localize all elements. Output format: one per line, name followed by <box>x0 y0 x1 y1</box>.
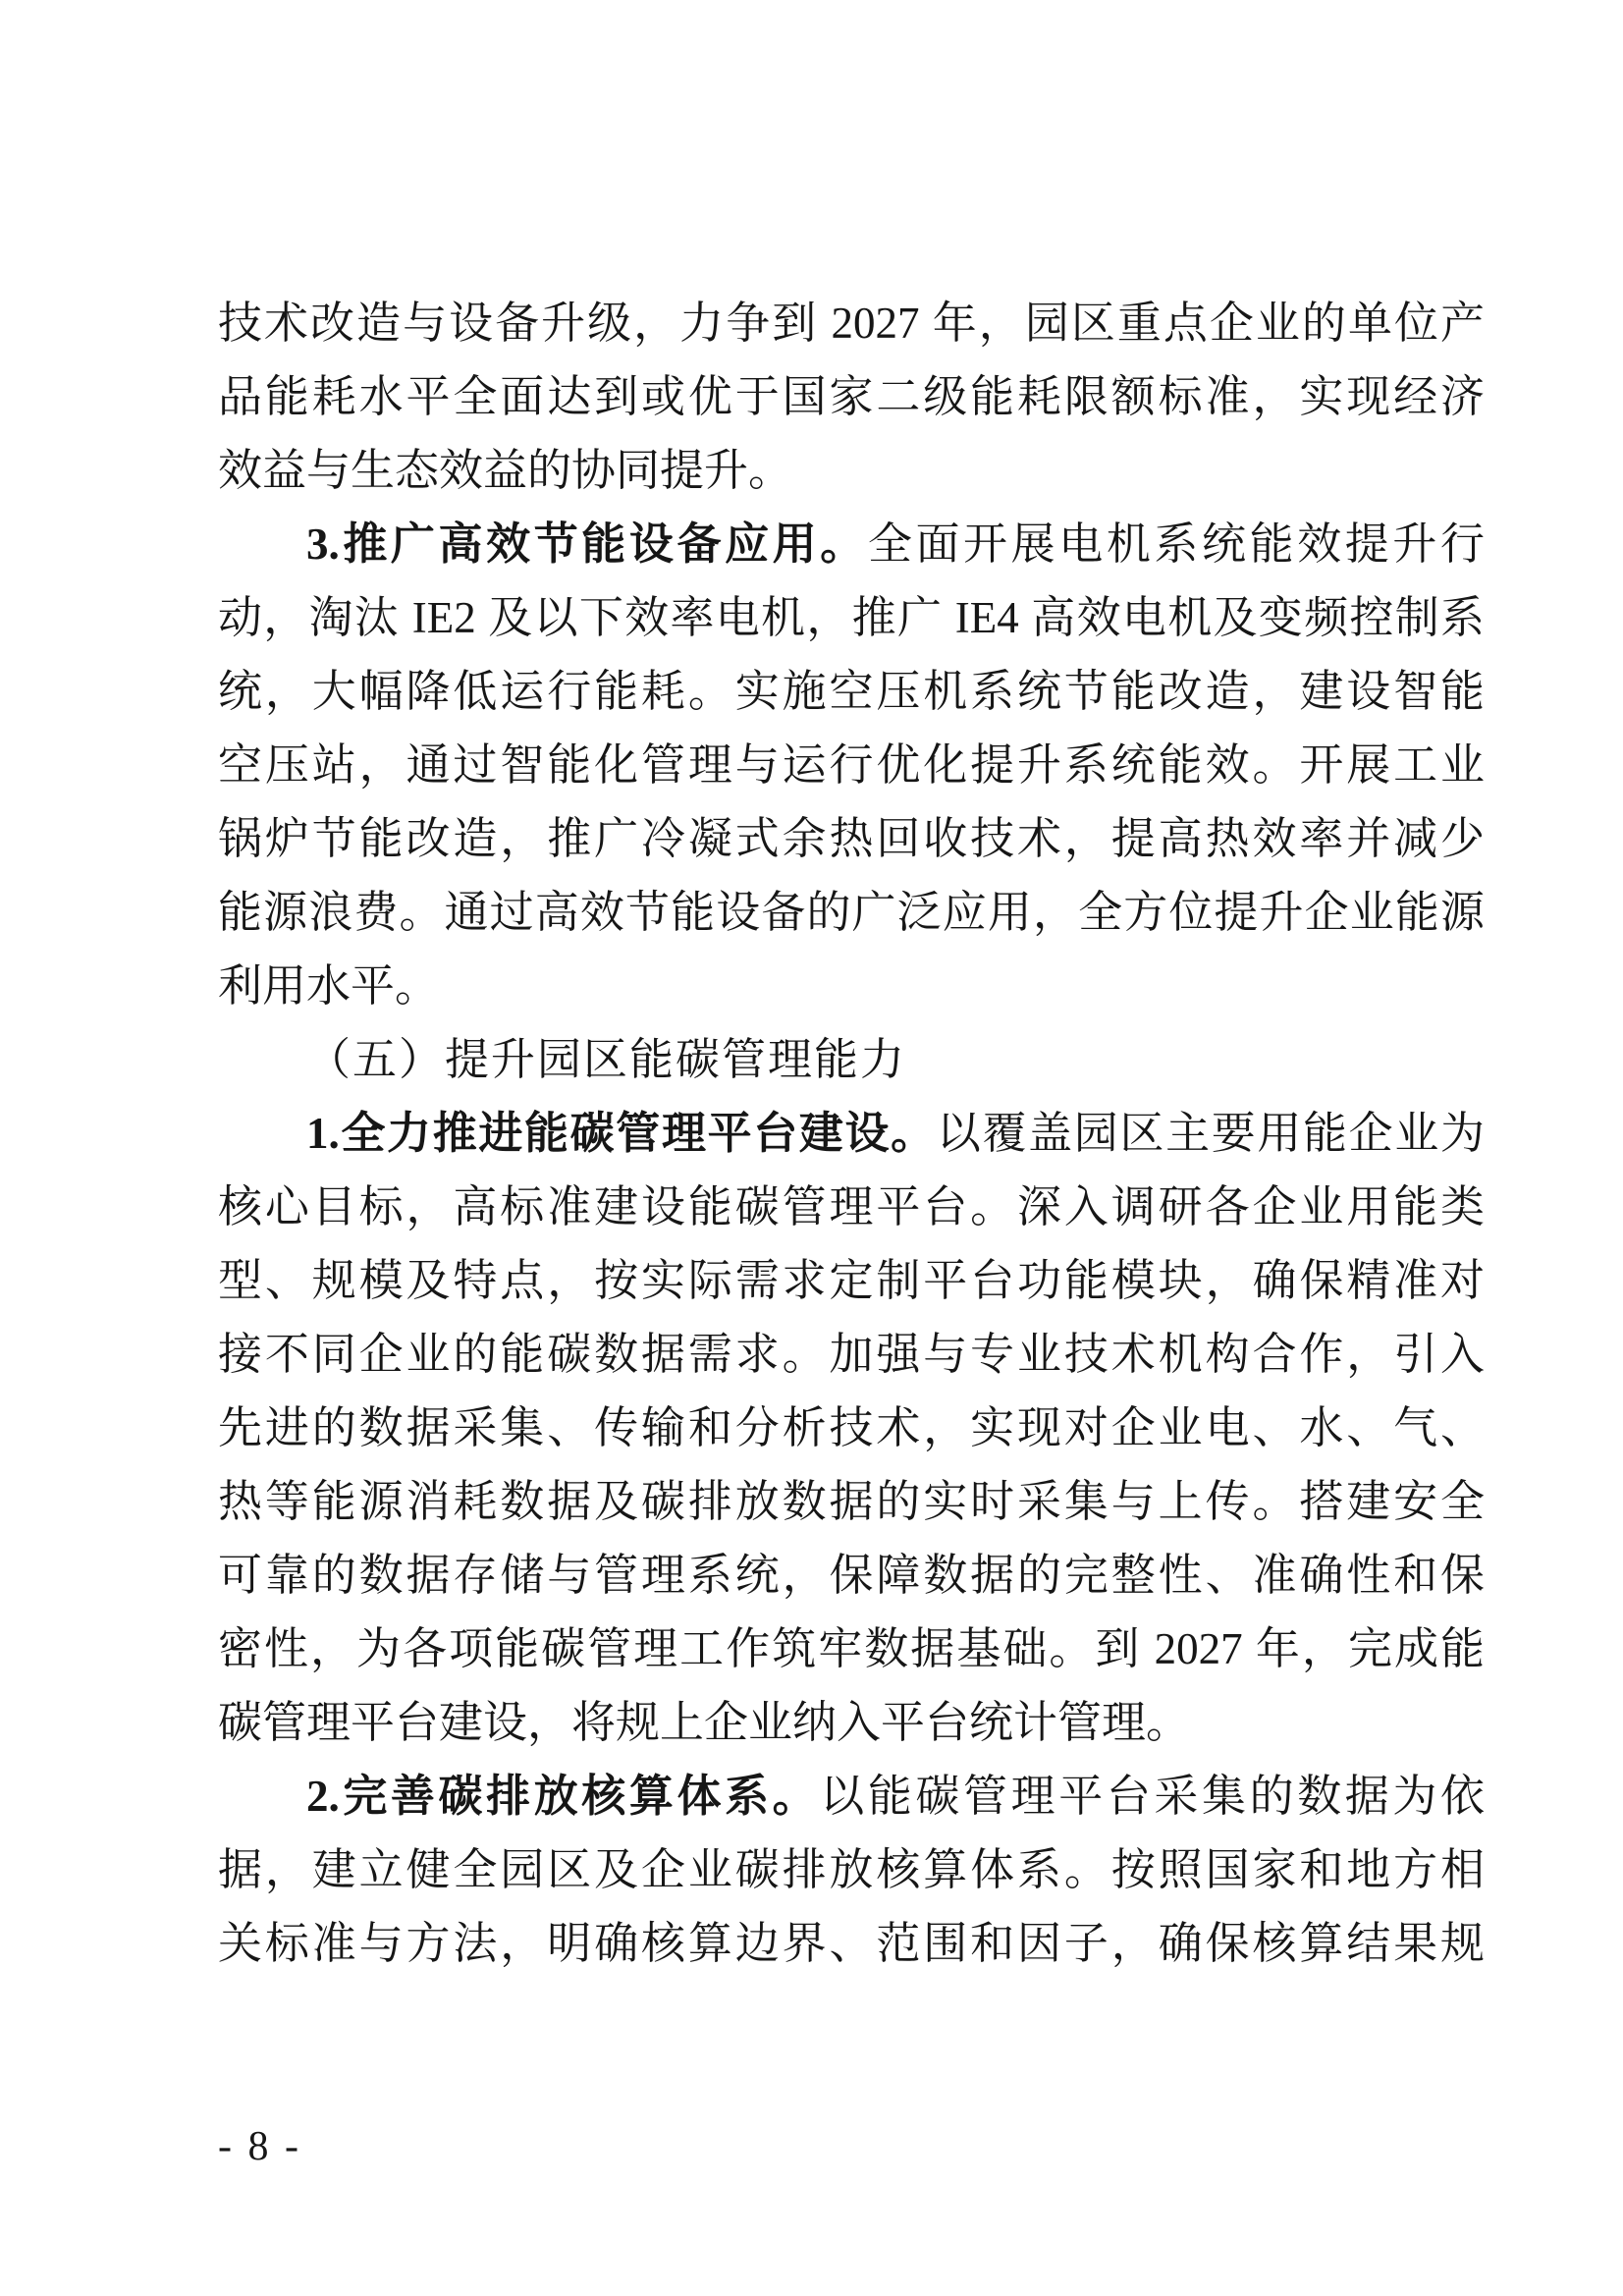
text-line <box>218 655 1485 729</box>
text-line <box>218 1318 1485 1392</box>
text-run: 品能耗水平全面达到或优于国家二级能耗限额标准，实现经济 <box>218 372 1485 421</box>
text-body <box>218 287 1485 1981</box>
text-line <box>218 1613 1485 1686</box>
page-number: - 8 - <box>218 2124 301 2169</box>
text-line <box>218 802 1485 876</box>
text-line <box>218 360 1485 434</box>
text-line <box>218 1760 1485 1833</box>
text-run: 技术改造与设备升级，力争到 2027 年，园区重点企业的单位产 <box>218 299 1485 348</box>
text-run: 效益与生态效益的协同提升。 <box>218 446 793 495</box>
text-line <box>218 434 1485 508</box>
text-run: 锅炉节能改造，推广冷凝式余热回收技术，提高热效率并减少 <box>218 814 1485 863</box>
text-line <box>218 1244 1485 1318</box>
text-run: 动，淘汰 IE2 及以下效率电机，推广 IE4 高效电机及变频控制系 <box>218 593 1485 642</box>
text-line <box>218 581 1485 655</box>
text-line <box>218 1171 1485 1244</box>
text-line <box>218 508 1485 581</box>
text-run: 可靠的数据存储与管理系统，保障数据的完整性、准确性和保 <box>218 1551 1485 1600</box>
text-line <box>218 1686 1485 1760</box>
text-run: 热等能源消耗数据及碳排放数据的实时采集与上传。搭建安全 <box>218 1477 1485 1526</box>
text-run: 利用水平。 <box>218 961 440 1011</box>
text-run: 据，建立健全园区及企业碳排放核算体系。按照国家和地方相 <box>218 1845 1485 1894</box>
text-line <box>218 950 1485 1023</box>
text-run: 关标准与方法，明确核算边界、范围和因子，确保核算结果规 <box>218 1919 1485 1968</box>
text-run: 空压站，通过智能化管理与运行优化提升系统能效。开展工业 <box>218 740 1485 790</box>
text-line <box>218 1097 1485 1171</box>
text-line <box>218 1907 1485 1981</box>
text-run: 以能碳管理平台采集的数据为依 <box>820 1772 1485 1821</box>
text-run: 能源浪费。通过高效节能设备的广泛应用，全方位提升企业能源 <box>218 888 1485 937</box>
text-run: 密性，为各项能碳管理工作筑牢数据基础。到 2027 年，完成能 <box>218 1624 1485 1673</box>
text-run: 接不同企业的能碳数据需求。加强与专业技术机构合作，引入 <box>218 1330 1485 1379</box>
text-run: （五）提升园区能碳管理能力 <box>306 1035 907 1084</box>
text-run: 核心目标，高标准建设能碳管理平台。深入调研各企业用能类 <box>218 1182 1485 1231</box>
text-run: 碳管理平台建设，将规上企业纳入平台统计管理。 <box>218 1698 1191 1747</box>
section-heading <box>218 1023 1485 1097</box>
bold-run: 2.完善碳排放核算体系。 <box>306 1772 821 1821</box>
text-run: 统，大幅降低运行能耗。实施空压机系统节能改造，建设智能 <box>218 667 1485 716</box>
text-run: 全面开展电机系统能效提升行 <box>867 519 1485 569</box>
text-line <box>218 729 1485 802</box>
text-run: 先进的数据采集、传输和分析技术，实现对企业电、水、气、 <box>218 1403 1485 1452</box>
text-line <box>218 1539 1485 1613</box>
text-line <box>218 1392 1485 1465</box>
bold-run: 3.推广高效节能设备应用。 <box>306 519 868 569</box>
text-line <box>218 1465 1485 1539</box>
text-line <box>218 287 1485 360</box>
text-run: 以覆盖园区主要用能企业为 <box>936 1109 1485 1158</box>
text-line <box>218 876 1485 950</box>
text-run: 型、规模及特点，按实际需求定制平台功能模块，确保精准对 <box>218 1256 1485 1305</box>
bold-run: 1.全力推进能碳管理平台建设。 <box>306 1109 937 1158</box>
text-line <box>218 1833 1485 1907</box>
